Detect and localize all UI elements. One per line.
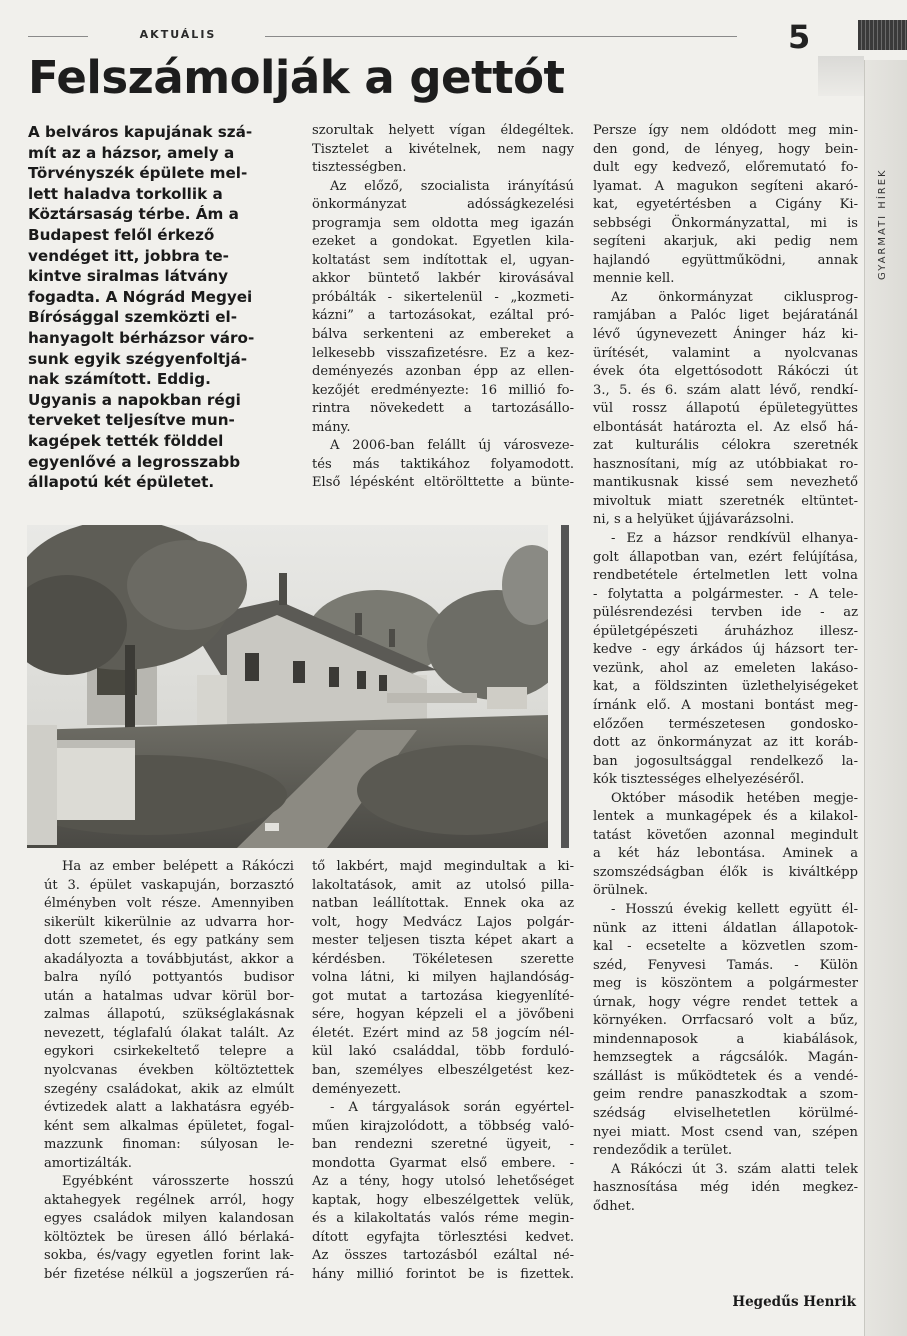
text-line: után a hatalmas udvar körül bor- xyxy=(44,988,294,1004)
sidebar-label xyxy=(877,260,888,280)
text-line: pülésrendezési tervben ide - az xyxy=(593,605,858,621)
author-byline: Hegedűs Henrik xyxy=(732,1294,856,1310)
text-line: nevezett, téglafalú ólakat talált. Az xyxy=(44,1025,294,1041)
text-line: natban leállítottak. Ennek oka az xyxy=(312,896,574,912)
text-line: sikerült kikerülnie az udvarra hor- xyxy=(44,914,294,930)
text-line: den gond, de lényeg, hogy bein- xyxy=(593,141,858,157)
header-rule-left xyxy=(28,36,88,37)
text-line: kók tisztességes elhelyezéséről. xyxy=(593,772,805,788)
text-line: örülnek. xyxy=(593,883,649,899)
text-line: szállást is működtetek és a vendé- xyxy=(593,1068,858,1084)
text-line: Az előző, szocialista irányítású xyxy=(330,178,574,194)
text-line: önkormányzat adósságkezelési xyxy=(312,197,574,213)
text-line: got mutat a tartozása kiegyenlíté- xyxy=(312,988,574,1004)
column-3 xyxy=(593,122,858,1216)
text-line: kat, egyetértésben a Cigány Ki- xyxy=(593,197,858,213)
text-line: mány. xyxy=(312,419,351,435)
text-line: A belváros kapujának szá- xyxy=(28,123,253,141)
text-line: hemzsegtek a rágcsálók. Magán- xyxy=(593,1050,858,1066)
text-line: Október második hetében megje- xyxy=(611,790,858,806)
text-line: egyenlővé a legrosszabb xyxy=(28,452,241,471)
text-line: rendeződik a terület. xyxy=(593,1143,733,1159)
text-line: kedve - egy árkádos új házsort ter- xyxy=(593,642,858,658)
text-line: ban rendezni szeretné ügyeit, - xyxy=(312,1137,574,1153)
text-line: deményezett. xyxy=(312,1081,402,1097)
text-line: sunk egyik szégyenfoltjá- xyxy=(28,349,248,368)
text-line: 3., 5. és 6. szám alatt lévő, rendkí- xyxy=(593,382,858,398)
text-line: kül lakó családdal, több forduló- xyxy=(312,1044,574,1060)
text-line: - Hosszú évekig kellett együtt él- xyxy=(611,901,858,917)
text-line: A Rákóczi út 3. szám alatti telek xyxy=(611,1161,858,1177)
text-line: mivoltuk miatt szeretnék eltüntet- xyxy=(593,493,858,509)
text-line: tés más taktikához folyamodott. xyxy=(312,456,574,472)
text-line: nyolcvanas években költöztettek xyxy=(44,1063,294,1079)
text-line: mantikusnak kissé sem nevezhető xyxy=(593,475,858,491)
text-line: vezünk, ahol az emeleten lakáso- xyxy=(593,660,858,676)
text-line: kintve siralmas látvány xyxy=(28,267,229,286)
text-line: sebbségi Önkormányzattal, mi is xyxy=(593,215,858,231)
text-line: ként sem alkalmas épületet, fogal- xyxy=(44,1118,294,1134)
text-line: ni, s a helyüket újjávarázsolni. xyxy=(593,512,795,528)
text-line: segíteni akarjuk, aki pedig nem xyxy=(593,234,858,250)
text-line: kezőjét eredményezte: 16 millió fo- xyxy=(312,382,574,398)
text-line: Első lépésként eltörölttette a bünte- xyxy=(312,475,574,491)
page-number: 5 xyxy=(788,18,811,56)
text-line: zalmas állapotú, szükséglakásnak xyxy=(44,1007,294,1023)
article-title: Felszámolják a gettót xyxy=(28,51,565,104)
text-line: a két ház lebontása. Aminek a xyxy=(593,846,858,862)
text-line: akkor büntető lakbér kirovásával xyxy=(312,271,574,287)
text-line: állapotú két épületet. xyxy=(28,473,215,492)
text-line: lelkesebb visszafizetésre. Ez a kez- xyxy=(312,345,574,361)
text-line: ezeket a gondokat. Egyetlen kila- xyxy=(312,234,574,250)
text-line: Egyébként városszerte hosszú xyxy=(62,1174,294,1190)
text-line: ürítését, valamint a nyolcvanas xyxy=(593,345,858,361)
text-line: amortizálták. xyxy=(44,1155,132,1171)
text-line: hajlandó együttműködni, annak xyxy=(593,252,858,268)
text-line: Ha az ember belépett a Rákóczi xyxy=(62,859,294,874)
text-line: egykori csirkekeltető telepre a xyxy=(44,1044,294,1060)
text-line: fogadta. A Nógrád Megyei xyxy=(28,287,253,306)
text-line: geim rendre panaszkodtak a szom- xyxy=(593,1087,858,1103)
text-line: évek óta elgettósodott Rákóczi út xyxy=(593,364,858,380)
text-line: széd, Fenyvesi Tamás. - Külön xyxy=(593,957,858,973)
text-line: terveket teljesítve mun- xyxy=(28,411,235,430)
text-line: lévő úgynevezett Áninger ház ki- xyxy=(593,327,858,343)
text-line: dult egy kedvező, előremutató fo- xyxy=(593,160,858,176)
text-line: írnánk elő. A mostani bontást meg- xyxy=(593,697,858,713)
text-line: koltatást sem indítottak el, ugyan- xyxy=(312,252,574,268)
text-line: Budapest felől érkező xyxy=(28,225,215,244)
text-line: kagépek tették földdel xyxy=(28,431,224,450)
text-line: ban, személyes elbeszélgetést kez- xyxy=(312,1063,574,1079)
column-2-top xyxy=(312,122,574,493)
header-rule-right xyxy=(265,36,737,37)
text-line: dott szemetet, és egy patkány sem xyxy=(44,933,294,949)
text-line: mazzunk finoman: súlyosan le- xyxy=(44,1137,294,1153)
text-line: lentek a munkagépek és a kilakol- xyxy=(593,809,858,825)
text-line: épületgépészeti áruházhoz illesz- xyxy=(593,623,858,639)
text-line: ramjában a Palóc liget bejáratánál xyxy=(593,308,858,324)
text-line: mondotta Gyarmat első embere. - xyxy=(312,1155,574,1171)
text-line: mít az a házsor, amely a xyxy=(28,143,235,162)
text-line: Tisztelet a kivételnek, nem nagy xyxy=(312,141,574,157)
text-line: volt, hogy Medvácz Lajos polgár- xyxy=(312,914,574,930)
text-line: műen kirajzolódott, a többség való- xyxy=(312,1118,574,1134)
column-2-bottom xyxy=(312,858,574,1285)
text-line: ban jogosultsággal rendelkező la- xyxy=(593,753,858,769)
text-line: Köztársaság térbe. Ám a xyxy=(28,205,239,224)
building-photo-illustration xyxy=(27,525,548,848)
text-line: meg is köszöntem a polgármester xyxy=(593,976,858,992)
sidebar-bleed xyxy=(818,56,864,96)
text-line: - Ez a házsor rendkívül elhanya- xyxy=(611,531,858,547)
text-line: zat kulturális célokra szeretnék xyxy=(593,438,858,454)
text-line: évtizedek alatt a lakhatásra egyéb- xyxy=(44,1100,294,1116)
text-line: nak számított. Eddig. xyxy=(28,370,211,389)
text-line: rintra növekedett a tartozásállo- xyxy=(312,401,574,417)
page-tab-marker xyxy=(858,20,907,50)
text-line: szorultak helyett vígan éldegéltek. xyxy=(312,123,574,138)
text-line: kal - ecsetelte a közvetlen szom- xyxy=(593,939,858,955)
text-line: rendbetétele értelmetlen lett volna xyxy=(593,568,858,584)
text-line: hanyagolt bérházsor váro- xyxy=(28,328,255,347)
text-line: programja sem oldotta meg igazán xyxy=(312,215,574,231)
text-line: ődhet. xyxy=(593,1198,635,1214)
text-line: szédság elviselhetetlen körülmé- xyxy=(593,1105,858,1121)
text-line: hasznosítása még idén megkez- xyxy=(593,1180,858,1196)
text-line: kérdésben. Tökéletesen szerette xyxy=(312,951,574,967)
text-line: Bírósággal szemközti el- xyxy=(28,308,238,327)
text-line: bálva serkenteni az embereket a xyxy=(312,327,574,343)
article-photo xyxy=(27,525,548,848)
text-line: sére, hogyan képzeli el a jövőbeni xyxy=(312,1007,574,1023)
text-line: lyamat. A magukon segíteni akaró- xyxy=(593,178,858,194)
text-line: sokba, és/vagy egyetlen forint lak- xyxy=(44,1248,294,1264)
text-line: úrnak, hogy végre rendet tettek a xyxy=(593,994,858,1010)
text-line: Törvényszék épülete mel- xyxy=(28,164,248,183)
text-line: lakoltatások, amit az utolsó pilla- xyxy=(312,877,574,893)
text-line: próbálták - sikertelenül - „kozmeti- xyxy=(312,289,574,305)
article-lead xyxy=(28,122,296,493)
text-line: lett haladva torkollik a xyxy=(28,184,223,203)
text-line: szegény családokat, akik az elmúlt xyxy=(44,1081,294,1097)
text-line: Ugyanis a napokban régi xyxy=(28,390,241,409)
text-line: - folytatta a polgármester. - A tele- xyxy=(593,586,858,602)
text-line: Az önkormányzat ciklusprog- xyxy=(611,289,858,305)
text-line: akadályozta a továbbjutást, akkor a xyxy=(44,951,294,967)
text-line: vendéget itt, jobbra te- xyxy=(28,246,229,265)
text-line: és a kilakoltatás valós réme megin- xyxy=(312,1211,574,1227)
text-line: A 2006-ban felállt új városveze- xyxy=(330,438,574,454)
text-line: kázni” a tartozásokat, ezáltal pró- xyxy=(312,308,574,324)
text-line: aktahegyek regélnek arról, hogy xyxy=(44,1192,294,1208)
text-line: balra nyíló pottyantós budisor xyxy=(44,970,294,986)
text-line: hasznosítani, míg az utóbbiakat ro- xyxy=(593,456,858,472)
text-line: tatást követően azonnal megindult xyxy=(593,827,858,843)
text-line: életét. Ezért mind az 58 jogcím nél- xyxy=(312,1025,574,1041)
text-line: volna látni, ki milyen hajlandóság- xyxy=(312,970,574,986)
text-line: - A tárgyalások során egyértel- xyxy=(330,1100,574,1116)
text-line: mindennaposok a kiabálások, xyxy=(593,1031,858,1047)
text-line: vül rossz állapotú épületegyüttes xyxy=(593,401,858,417)
text-line: Az a tény, hogy utolsó lehetőséget xyxy=(312,1174,574,1190)
text-line: golt állapotban van, ezért felújítása, xyxy=(593,549,858,565)
text-line: Persze így nem oldódott meg min- xyxy=(593,123,858,138)
text-line: élményben volt része. Amennyiben xyxy=(44,896,294,912)
section-label: AKTUÁLIS xyxy=(139,28,217,41)
text-line: kat, a földszinten üzlethelyiségeket xyxy=(593,679,858,695)
text-line: egyes családok milyen kalandosan xyxy=(44,1211,294,1227)
text-line: költöztek be üresen álló bérlaká- xyxy=(44,1229,294,1245)
photo-side-bar xyxy=(561,525,569,848)
column-1-bottom xyxy=(44,858,294,1285)
text-line: tő lakbért, majd megindultak a ki- xyxy=(312,859,574,874)
text-line: dott az önkormányzat az itt koráb- xyxy=(593,735,858,751)
text-line: dított egyfajta törlesztési kedvet. xyxy=(312,1229,574,1245)
text-line: szomszédságban élők is kiváltképp xyxy=(593,864,858,880)
text-line: bér fizetése nélkül a jogszerűen rá- xyxy=(44,1267,294,1283)
text-line: deményezés azonban épp az ellen- xyxy=(312,364,574,380)
text-line: elbontását határozta el. Az első há- xyxy=(593,419,858,435)
text-line: mester teljesen tiszta képet akart a xyxy=(312,933,574,949)
text-line: nyei miatt. Most csend van, szépen xyxy=(593,1124,858,1140)
text-line: környéken. Orrfacsaró volt a bűz, xyxy=(593,1013,858,1029)
text-line: előzően természetesen gondosko- xyxy=(593,716,858,732)
text-line: hány millió forintot be is fizettek. xyxy=(312,1267,574,1283)
text-line: kaptak, hogy elbeszélgettek velük, xyxy=(312,1192,574,1208)
text-line: Az összes tartozásból ezáltal né- xyxy=(312,1248,574,1264)
text-line: mennie kell. xyxy=(593,271,675,287)
text-line: tisztességben. xyxy=(312,160,407,176)
text-line: út 3. épület vaskapuján, borzasztó xyxy=(44,877,294,893)
text-line: nünk az itteni áldatlan állapotok- xyxy=(593,920,858,936)
